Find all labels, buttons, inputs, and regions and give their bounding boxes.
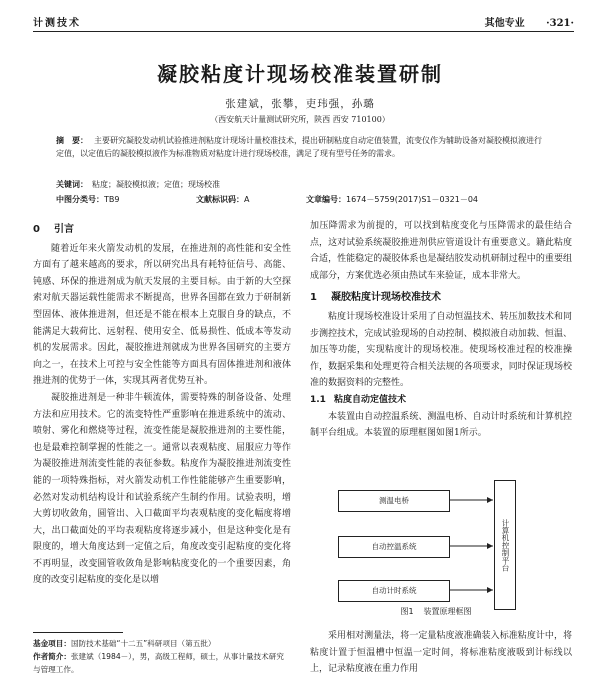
- doc-code-label: 文献标识码：: [196, 195, 244, 204]
- left-column: [33, 220, 291, 589]
- box-temperature-bridge: 测温电桥: [338, 490, 450, 512]
- author-bio-label: 作者简介：: [33, 652, 71, 661]
- article-no-label: 文章编号：: [306, 195, 346, 204]
- page-number: ·321·: [546, 18, 574, 29]
- box-auto-temp-control: 自动控温系统: [338, 536, 450, 558]
- subsection-1-1-paragraph: 本装置由自动控温系统、测温电桥、自动计时系统和计算机控制平台组成。本装置的原理框图如图1所示。: [310, 411, 572, 439]
- header-right: [467, 14, 574, 29]
- continued-paragraph: 加压降需求为前提的，可以找到粘度变化与压降需求的最佳结合点，这对试验系统凝胶推进剂供应管道设计有重要意义。籍此粘度合适，性能稳定的凝胶体系也是凝结胶发动机研制过程中的重要组成部分，方案优选必须由热试车来验证，成本非常大。: [310, 221, 572, 281]
- section-name: 其他专业: [484, 18, 525, 29]
- footnote: [33, 637, 291, 676]
- clc-value: TB9: [104, 195, 120, 204]
- section-1-paragraph: 粘度计现场校准设计采用了自动恒温技术、转压加数技术和同步测控技术，完成试验现场的自动控制、模拟液自动加载、恒温、加压等功能，实现粘度计的现场校准。使现场校准过程的校准操作，数据采集和处理更符合相关法规的各项要求，同时保证现场校准的数据资料的完整性。: [310, 311, 572, 389]
- header-rule: [33, 31, 574, 32]
- subsection-1-1-heading: 1.1 粘度自动定值技术: [310, 394, 406, 405]
- paper-title: 凝胶粘度计现场校准装置研制: [157, 62, 443, 86]
- classification-line: [56, 194, 546, 205]
- keywords-text: 粘度；凝胶模拟液；定值；现场校准: [92, 180, 220, 189]
- fund-label: 基金项目：: [33, 639, 71, 648]
- box-computer-platform: 计算机控制平台: [494, 480, 516, 610]
- authors: 张建斌，张攀，吏玮强，孙璐: [225, 98, 375, 110]
- measurement-paragraph: 采用相对测量法，将一定量粘度液准确装入标准粘度计中，将粘度计置于恒温槽中恒温一定时间，将标准粘度液吸到计标线以上，记录粘度液在重力作用: [310, 631, 572, 675]
- figure-caption-number: 图1: [400, 607, 414, 616]
- keywords-label: 关键词：: [56, 180, 88, 189]
- article-no-value: 1674－5759(2017)S1－0321－04: [346, 195, 479, 204]
- fund-text: 国防技术基础“十二五”科研项目（第五批）: [70, 639, 216, 648]
- figure-1-caption: [310, 606, 572, 617]
- clc-label: 中图分类号：: [56, 195, 104, 204]
- journal-name: 计测技术: [33, 18, 81, 29]
- right-column-bottom: [310, 628, 572, 678]
- abstract-text: 主要研究凝胶发动机试验推进剂粘度计现场计量校准技术，提出研制粘度自动定值装置，流变仪作为辅助设备对凝胶模拟液进行定值，以定值后的凝胶模拟液作为标准物质对粘度计进行现场校准，满足了现有型号任务的需求。: [56, 136, 542, 158]
- doc-code-value: A: [244, 195, 250, 204]
- right-column: [310, 218, 572, 442]
- figure-caption-text: 装置原理框图: [423, 607, 472, 616]
- author-bio-text: 张建斌（1984－），男，高级工程师，硕士，从事计量技术研究与管理工作。: [33, 652, 284, 674]
- intro-heading: 0 引言: [33, 224, 74, 235]
- abstract-label: 摘 要：: [56, 136, 88, 145]
- running-header: [33, 14, 574, 28]
- intro-paragraph-1: 随着近年来火箭发动机的发展，在推进剂的高性能和安全性方面有了越来越高的要求，所以研究出具有耗特征信号、高能、钝感、环保的推进剂成为航天发展的主要目标。由于新的大空探索对航天器运载性能需求不断提高，世界各国都在致力于研制新型固体、液体推进剂，但还是不能在根本上克服自身的缺点，不能满足大载荷比、远射程、使用安全、低易损性、低成本等发动机的发展需求。因此，凝胶推进剂就成为世界各国研究的主要方向之一，在技术上可控与安全性能等方面具有固体推进剂和液体推进剂的优势于一体，实现其两者优势互补。: [33, 243, 291, 387]
- intro-paragraph-2: 凝胶推进剂是一种非牛顿流体，需要特殊的制备设备、处理方法和应用技术。它的流变特性严重影响在推进系统中的流动、喷射、雾化和燃烧等过程，流变性能是凝胶推进剂的主要性能，也是最难控制掌握的性能之一。通常以表观粘度、屈服应力等作为凝胶推进剂流变性能的表征参数。粘度作为凝胶推进剂流变性能的一项特殊指标，对火箭发动机工作性能能够产生重要影响，必然对发动机结构设计和试验系统产生制约作用。试验表明，增大剪切收敛角，圆管出、入口截面平均表观粘度的变化幅度将增大，出口截面处的平均表观粘度将逐步减小，但是这种变化是有限度的，增大角度达到一定值之后，角度改变引起粘度的变化将不再明显，改变圆管收敛角是影响粘度变化的一个重要因素，角度的改变引起粘度的变化是以增: [33, 392, 291, 586]
- box-auto-timer: 自动计时系统: [338, 580, 450, 602]
- section-1-heading: 1 凝胶粘度计现场校准技术: [310, 292, 441, 304]
- abstract: [56, 134, 542, 160]
- footnote-rule: [33, 632, 123, 633]
- figure-1-block-diagram: [318, 474, 568, 614]
- keywords: [56, 179, 220, 190]
- affiliation: （西安航天计量测试研究所，陕西 西安 710100）: [210, 115, 390, 124]
